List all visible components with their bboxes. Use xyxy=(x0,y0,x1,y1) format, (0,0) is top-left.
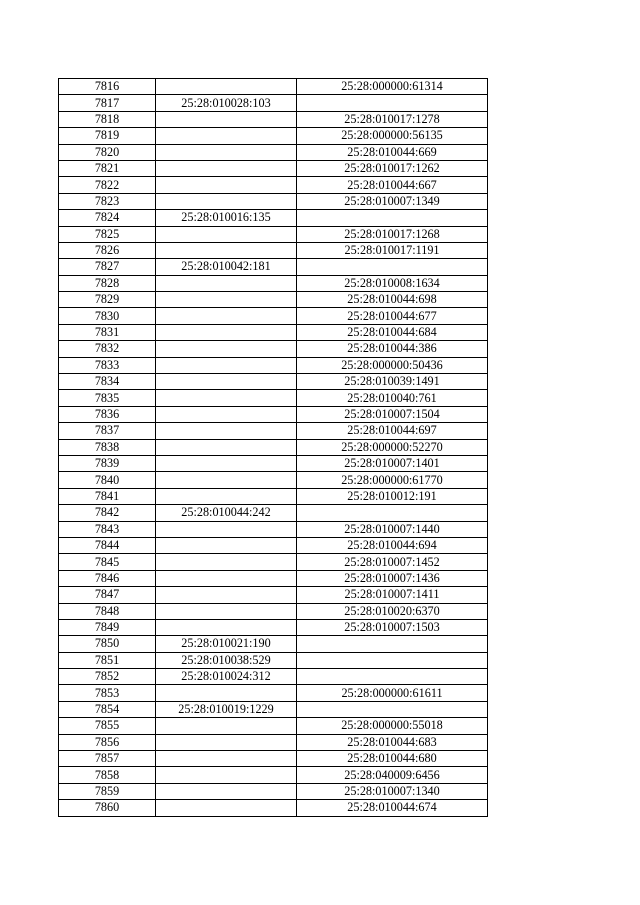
row-number-cell: 7823 xyxy=(59,193,156,209)
cadastral-number-cell-a xyxy=(156,685,297,701)
table-row xyxy=(59,406,488,422)
cadastral-number-cell-b: 25:28:010007:1440 xyxy=(297,521,488,537)
cadastral-number-cell-b: 25:28:040009:6456 xyxy=(297,767,488,783)
table-row xyxy=(59,652,488,668)
cadastral-number-cell-b: 25:28:000000:61314 xyxy=(297,79,488,95)
cadastral-number-cell-b: 25:28:010044:680 xyxy=(297,751,488,767)
row-number-cell: 7832 xyxy=(59,341,156,357)
row-number-cell: 7837 xyxy=(59,423,156,439)
cadastral-number-cell-a xyxy=(156,390,297,406)
cadastral-number-cell-b xyxy=(297,210,488,226)
row-number-cell: 7822 xyxy=(59,177,156,193)
table-row xyxy=(59,160,488,176)
cadastral-number-cell-a xyxy=(156,275,297,291)
table-row xyxy=(59,619,488,635)
row-number-cell: 7851 xyxy=(59,652,156,668)
cadastral-number-cell-a xyxy=(156,783,297,799)
table-row xyxy=(59,242,488,258)
row-number-cell: 7817 xyxy=(59,95,156,111)
cadastral-number-cell-a xyxy=(156,472,297,488)
cadastral-number-cell-b: 25:28:010044:683 xyxy=(297,734,488,750)
cadastral-number-cell-a: 25:28:010016:135 xyxy=(156,210,297,226)
table-row xyxy=(59,111,488,127)
row-number-cell: 7859 xyxy=(59,783,156,799)
table-row xyxy=(59,374,488,390)
cadastral-number-cell-a xyxy=(156,357,297,373)
cadastral-number-cell-b: 25:28:010007:1436 xyxy=(297,570,488,586)
cadastral-number-cell-a xyxy=(156,619,297,635)
cadastral-number-cell-b xyxy=(297,505,488,521)
table-row xyxy=(59,144,488,160)
row-number-cell: 7830 xyxy=(59,308,156,324)
table-row xyxy=(59,554,488,570)
table-row xyxy=(59,685,488,701)
table-row xyxy=(59,603,488,619)
cadastral-number-cell-a xyxy=(156,423,297,439)
row-number-cell: 7829 xyxy=(59,292,156,308)
cadastral-number-cell-a xyxy=(156,341,297,357)
row-number-cell: 7850 xyxy=(59,636,156,652)
cadastral-number-cell-b: 25:28:010007:1503 xyxy=(297,619,488,635)
row-number-cell: 7816 xyxy=(59,79,156,95)
row-number-cell: 7831 xyxy=(59,324,156,340)
cadastral-number-cell-b: 25:28:010017:1191 xyxy=(297,242,488,258)
cadastral-number-cell-b: 25:28:010039:1491 xyxy=(297,374,488,390)
cadastral-number-cell-b: 25:28:010007:1411 xyxy=(297,587,488,603)
cadastral-number-cell-b: 25:28:010007:1349 xyxy=(297,193,488,209)
cadastral-number-cell-a xyxy=(156,226,297,242)
cadastral-number-cell-b xyxy=(297,259,488,275)
cadastral-number-cell-b: 25:28:010044:669 xyxy=(297,144,488,160)
cadastral-number-cell-a xyxy=(156,439,297,455)
cadastral-number-cell-a xyxy=(156,521,297,537)
cadastral-number-cell-b: 25:28:000000:56135 xyxy=(297,128,488,144)
cadastral-number-cell-a xyxy=(156,374,297,390)
table-body xyxy=(59,79,488,817)
row-number-cell: 7818 xyxy=(59,111,156,127)
table-row xyxy=(59,521,488,537)
cadastral-number-cell-a xyxy=(156,128,297,144)
row-number-cell: 7833 xyxy=(59,357,156,373)
cadastral-number-cell-b xyxy=(297,95,488,111)
cadastral-number-cell-a xyxy=(156,292,297,308)
row-number-cell: 7858 xyxy=(59,767,156,783)
cadastral-number-cell-a xyxy=(156,177,297,193)
cadastral-number-cell-b: 25:28:000000:50436 xyxy=(297,357,488,373)
row-number-cell: 7845 xyxy=(59,554,156,570)
row-number-cell: 7854 xyxy=(59,701,156,717)
table-row xyxy=(59,193,488,209)
cadastral-number-cell-a xyxy=(156,603,297,619)
cadastral-number-cell-b: 25:28:010044:694 xyxy=(297,537,488,553)
table-row xyxy=(59,177,488,193)
row-number-cell: 7827 xyxy=(59,259,156,275)
cadastral-number-cell-a xyxy=(156,144,297,160)
cadastral-number-cell-b: 25:28:000000:61611 xyxy=(297,685,488,701)
cadastral-number-cell-a: 25:28:010044:242 xyxy=(156,505,297,521)
table-row xyxy=(59,472,488,488)
cadastral-number-cell-b: 25:28:010007:1452 xyxy=(297,554,488,570)
cadastral-number-cell-b: 25:28:010017:1278 xyxy=(297,111,488,127)
row-number-cell: 7846 xyxy=(59,570,156,586)
table-row xyxy=(59,95,488,111)
cadastral-number-cell-a xyxy=(156,455,297,471)
cadastral-number-cell-b: 25:28:010007:1504 xyxy=(297,406,488,422)
cadastral-number-cell-a xyxy=(156,718,297,734)
cadastral-number-cell-a xyxy=(156,406,297,422)
cadastral-number-cell-a xyxy=(156,308,297,324)
cadastral-number-cell-b: 25:28:010044:698 xyxy=(297,292,488,308)
table-row xyxy=(59,324,488,340)
cadastral-number-cell-b: 25:28:010020:6370 xyxy=(297,603,488,619)
table-row xyxy=(59,734,488,750)
row-number-cell: 7835 xyxy=(59,390,156,406)
row-number-cell: 7840 xyxy=(59,472,156,488)
cadastral-number-table xyxy=(58,78,488,817)
row-number-cell: 7844 xyxy=(59,537,156,553)
table-row xyxy=(59,439,488,455)
table-row xyxy=(59,341,488,357)
row-number-cell: 7853 xyxy=(59,685,156,701)
cadastral-number-cell-a: 25:28:010028:103 xyxy=(156,95,297,111)
table-row xyxy=(59,570,488,586)
row-number-cell: 7843 xyxy=(59,521,156,537)
cadastral-number-cell-a xyxy=(156,324,297,340)
cadastral-number-cell-a: 25:28:010019:1229 xyxy=(156,701,297,717)
table-row xyxy=(59,275,488,291)
cadastral-number-cell-a xyxy=(156,554,297,570)
cadastral-number-cell-b: 25:28:010012:191 xyxy=(297,488,488,504)
table-row xyxy=(59,669,488,685)
cadastral-number-cell-b: 25:28:010044:386 xyxy=(297,341,488,357)
cadastral-number-cell-a: 25:28:010021:190 xyxy=(156,636,297,652)
row-number-cell: 7834 xyxy=(59,374,156,390)
cadastral-number-cell-b xyxy=(297,701,488,717)
cadastral-number-cell-a xyxy=(156,587,297,603)
cadastral-number-cell-b: 25:28:000000:52270 xyxy=(297,439,488,455)
cadastral-number-cell-b xyxy=(297,636,488,652)
table-row xyxy=(59,718,488,734)
table-row xyxy=(59,226,488,242)
row-number-cell: 7856 xyxy=(59,734,156,750)
cadastral-number-cell-a xyxy=(156,751,297,767)
row-number-cell: 7828 xyxy=(59,275,156,291)
table-row xyxy=(59,537,488,553)
table-row xyxy=(59,210,488,226)
table-row xyxy=(59,308,488,324)
cadastral-number-cell-a xyxy=(156,800,297,816)
cadastral-number-cell-a xyxy=(156,242,297,258)
row-number-cell: 7842 xyxy=(59,505,156,521)
row-number-cell: 7825 xyxy=(59,226,156,242)
cadastral-number-cell-a xyxy=(156,488,297,504)
row-number-cell: 7848 xyxy=(59,603,156,619)
cadastral-number-cell-b: 25:28:000000:61770 xyxy=(297,472,488,488)
row-number-cell: 7836 xyxy=(59,406,156,422)
table-row xyxy=(59,259,488,275)
cadastral-number-cell-b: 25:28:010017:1268 xyxy=(297,226,488,242)
table-row xyxy=(59,292,488,308)
table-row xyxy=(59,128,488,144)
cadastral-number-cell-b: 25:28:010044:674 xyxy=(297,800,488,816)
row-number-cell: 7852 xyxy=(59,669,156,685)
row-number-cell: 7838 xyxy=(59,439,156,455)
row-number-cell: 7819 xyxy=(59,128,156,144)
cadastral-number-cell-a xyxy=(156,570,297,586)
table-row xyxy=(59,751,488,767)
cadastral-number-cell-b: 25:28:010044:684 xyxy=(297,324,488,340)
cadastral-number-cell-a xyxy=(156,734,297,750)
row-number-cell: 7824 xyxy=(59,210,156,226)
cadastral-number-cell-a xyxy=(156,767,297,783)
row-number-cell: 7847 xyxy=(59,587,156,603)
cadastral-number-cell-a: 25:28:010042:181 xyxy=(156,259,297,275)
cadastral-number-cell-b xyxy=(297,652,488,668)
table-row xyxy=(59,783,488,799)
cadastral-number-cell-b: 25:28:010044:667 xyxy=(297,177,488,193)
row-number-cell: 7839 xyxy=(59,455,156,471)
table-row xyxy=(59,488,488,504)
table-row xyxy=(59,701,488,717)
table-row xyxy=(59,423,488,439)
cadastral-number-cell-b: 25:28:010007:1340 xyxy=(297,783,488,799)
row-number-cell: 7849 xyxy=(59,619,156,635)
row-number-cell: 7860 xyxy=(59,800,156,816)
cadastral-number-cell-b: 25:28:010044:677 xyxy=(297,308,488,324)
cadastral-number-cell-a: 25:28:010038:529 xyxy=(156,652,297,668)
row-number-cell: 7826 xyxy=(59,242,156,258)
table-row xyxy=(59,587,488,603)
cadastral-number-cell-b: 25:28:010007:1401 xyxy=(297,455,488,471)
cadastral-number-cell-b: 25:28:010017:1262 xyxy=(297,160,488,176)
cadastral-number-cell-a xyxy=(156,79,297,95)
row-number-cell: 7820 xyxy=(59,144,156,160)
table-row xyxy=(59,636,488,652)
cadastral-number-cell-b: 25:28:000000:55018 xyxy=(297,718,488,734)
cadastral-number-cell-b xyxy=(297,669,488,685)
table-row xyxy=(59,800,488,816)
cadastral-number-cell-b: 25:28:010040:761 xyxy=(297,390,488,406)
cadastral-number-cell-a xyxy=(156,160,297,176)
table-row xyxy=(59,79,488,95)
row-number-cell: 7821 xyxy=(59,160,156,176)
table-row xyxy=(59,357,488,373)
table-row xyxy=(59,390,488,406)
cadastral-number-cell-b: 25:28:010044:697 xyxy=(297,423,488,439)
cadastral-number-cell-b: 25:28:010008:1634 xyxy=(297,275,488,291)
table-row xyxy=(59,767,488,783)
row-number-cell: 7855 xyxy=(59,718,156,734)
cadastral-number-cell-a xyxy=(156,193,297,209)
row-number-cell: 7841 xyxy=(59,488,156,504)
row-number-cell: 7857 xyxy=(59,751,156,767)
cadastral-number-cell-a xyxy=(156,111,297,127)
table-row xyxy=(59,455,488,471)
cadastral-number-cell-a: 25:28:010024:312 xyxy=(156,669,297,685)
table-row xyxy=(59,505,488,521)
cadastral-number-cell-a xyxy=(156,537,297,553)
